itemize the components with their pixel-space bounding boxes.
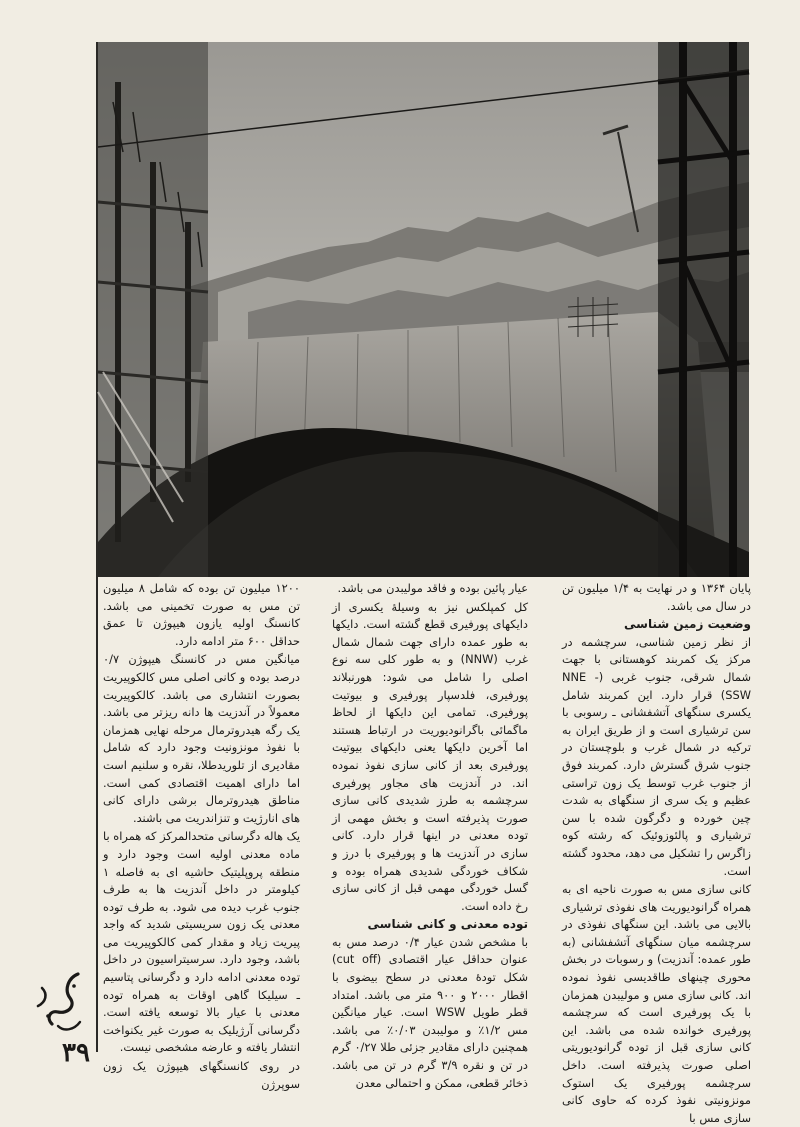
paragraph: میانگین مس در کانسنگ هیپوژن ۰/۷ درصد بوده و کانی اصلی مس کالکوپیریت بصورت انتشاری می باشد. کالکوپیریت معمولاً در آندزیت ها دانه ریزتر می باشد. یک رگه هیدروترمال مرحله نهایی همزمان با نفوذ مونزونیت وجود دارد که شامل مقادیری از تلوریدطلا، نقره و سلنیم است اما دارای اهمیت اقتصادی کمی است. مناطق هیدروترمال برشی دارای کانی های انارژیت و تنزاندریت می باشند. <box>103 652 300 825</box>
paragraph: کل کمپلکس نیز به وسیلهٔ یکسری از دایکهای پورفیری قطع گشته است. دایکها به طور عمده دارای جهت شمال شمال غرب (NNW) و به طور کلی سه نوع اصلی را شامل می شود: هورنبلاند پورفیری، فلدسپار پورفیری و بیوتیت پورفیری. تمامی این دایکها از لحاظ ماگمائی باگرانودیوریت در ارتباط هستند اما آخرین دایکها یعنی دایکهای بیوتیت پورفیری بعد از کانی سازی نفوذ نموده اند. در آندزیت های مجاور پورفیری سرچشمه به طرز شدیدی کانی سازی صورت پذیرفته است و بخش مهمی از توده معدنی در اینها قرار دارد. کانی سازی در آندزیت ها و پورفیری با درز و شکاف خوردگی شدیدی همراه بوده و گسل خوردگی مهمی قبل از کانی سازی رخ داده است. <box>332 599 529 913</box>
section-heading: توده معدنی و کانی شناسی <box>367 917 528 932</box>
paragraph: از نظر زمین شناسی، سرچشمه در مرکز یک کمربند کوهستانی با جهت شمال شرقی، جنوب غربی (NNE - SSW) قرار دارد. این کمربند شامل یکسری سنگهای آتشفشانی ـ رسوبی با سن ترشیاری است و از طریق ایران به ترکیه در شمال غرب و بلوچستان در جنوب شرق گسترش دارد. کمربند فوق از جنوب غرب توسط یک زون تراستی عظیم و یک سری از سنگهای به شدت چین خورده و دگرگون شده با سن ترشیاری و پالئوزوئیک که رشته کوه زاگرس را تشکیل می دهد، محدود گشته است. <box>562 634 751 878</box>
paragraph: با مشخص شدن عیار ۰/۴ درصد مس به عنوان حداقل عیار اقتصادی (cut off) شکل تودهٔ معدنی در سطح بیضوی با اقطار ۲۰۰۰ و ۹۰۰ متر می باشد. امتداد قطر طویل WSW است. عیار میانگین مس ۱/۲٪ و مولیبدن ۰/۰۳٪ می باشد. همچنین دارای مقادیر جزئی طلا ۰/۲۷ گرم در تن و نقره ۳/۹ گرم در تن می باشد. ذخائر قطعی، ممکن و احتمالی معدن <box>332 934 529 1090</box>
paragraph: پایان ۱۳۶۴ و در نهایت به ۱/۴ میلیون تن در سال می باشد. <box>562 581 751 613</box>
section-heading: وضعیت زمین شناسی <box>624 617 751 632</box>
paragraph: در روی کانسنگهای هیپوژن یک زون سوپرژن <box>103 1059 300 1091</box>
text-column-left <box>103 580 300 1091</box>
paragraph: ۱۲۰۰ میلیون تن بوده که شامل ۸ میلیون تن مس به صورت تخمینی می باشد. کانسنگ اولیه یازون هیپوژن تا عمق حداقل ۶۰۰ متر ادامه دارد. <box>103 581 300 648</box>
construction-photo <box>98 42 749 577</box>
paragraph: یک هاله دگرسانی متحدالمرکز که همراه با ماده معدنی اولیه است وجود دارد و منطقه پروپلیتیک حاشیه ای به فاصله ۱ کیلومتر در داخل آندزیت ها به طرف جنوب غرب دیده می شود. به طرف توده معدنی یک زون سریسیتی شدید که واجد پیریت زیاد و مقدار کمی کالکوپیریت می باشد، وجود دارد. سرسیتراسیون در داخل توده معدنی ادامه دارد و دگرسانی پتاسیم ـ سیلیکا گاهی اوقات به همراه توده معدنی با عیار بالا توسعه یافته است. دگرسانی آرژیلیک به صورت غیر یکنواخت انتشار یافته و عارضه مشخصی نیست. <box>103 829 300 1055</box>
construction-photo-graphic <box>98 42 749 577</box>
paragraph: کانی سازی مس به صورت ناحیه ای به همراه گرانودیوریت های نفوذی ترشیاری بالایی می باشد. این سنگهای نفوذی در سرچشمه میان سنگهای آتشفشانی (به طور عمده: آندزیت) و رسوبات در بخش محوری چینهای طاقدیسی نفوذ نموده اند. کانی سازی مس و مولیبدن همزمان با یک پورفیری است که سرچشمه پورفیری خوانده شده می باشد. این کانی سازی قبل از توده گرانودیوریتی اصلی صورت پذیرفته است. داخل سرچشمه پورفیری یک استوک مونزونیتی نفوذ کرده که حاوی کانی سازی مس با <box>562 882 751 1125</box>
page-number: ۳۹ <box>62 1038 90 1068</box>
kerman-logo <box>28 968 90 1038</box>
text-column-middle <box>332 580 529 1090</box>
paragraph: عیار پائین بوده و فاقد مولیبدن می باشد. <box>337 581 528 595</box>
text-column-right <box>562 580 751 1125</box>
